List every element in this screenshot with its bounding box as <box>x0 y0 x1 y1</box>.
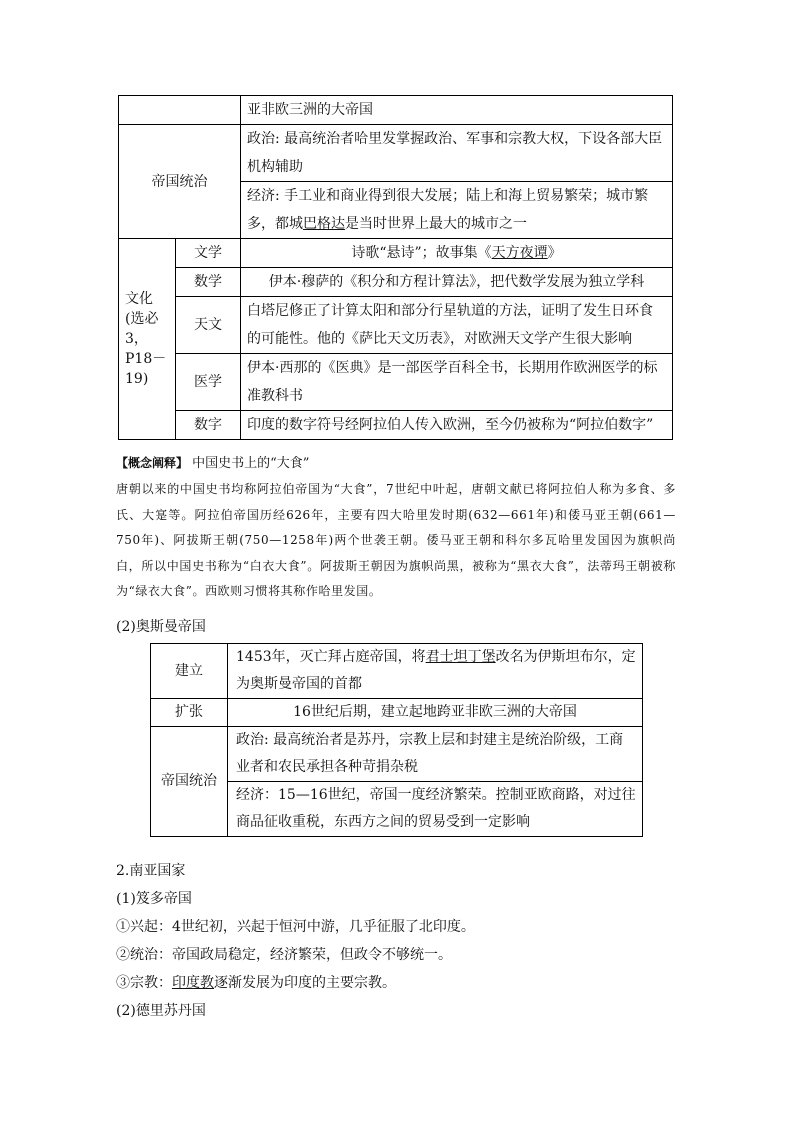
concept-tag: 【概念阐释】 <box>116 456 189 470</box>
row-label: 帝国统治 <box>151 727 228 837</box>
ottoman-empire-table <box>150 643 643 837</box>
row-label-culture: 文化(选必 3，P18－19) <box>119 239 176 440</box>
text: 逐渐发展为印度的主要宗教。 <box>214 975 396 991</box>
table-cell-politics: 政治: 最高统治者是苏丹，宗教上层和封建主是统治阶级，工商业者和农民承担各种苛捐杂税 <box>228 727 643 782</box>
table-cell-empty <box>119 96 241 125</box>
underlined-term: 君士坦丁堡 <box>425 649 496 665</box>
section-heading-ottoman: (2)奥斯曼帝国 <box>116 619 206 635</box>
table-cell: 伊本·穆萨的《积分和方程计算法》，把代数学发展为独立学科 <box>241 268 673 297</box>
text: 诗歌“悬诗”；故事集《 <box>351 245 492 261</box>
row-label-rule: 帝国统治 <box>119 125 241 239</box>
underlined-term: 天方夜谭 <box>491 245 548 261</box>
text: 经济: 手工业和商业得到很大发展；陆上和海上贸易繁荣；城市繁多，都城 <box>247 188 649 232</box>
text: 》 <box>547 245 562 261</box>
concept-heading: 中国史书上的“大食” <box>192 456 310 471</box>
text: 是当时世界上最大的城市之一 <box>345 216 527 232</box>
table-cell <box>241 239 673 268</box>
table-cell: 印度的数字符号经阿拉伯人传入欧洲，至今仍被称为“阿拉伯数字” <box>241 411 673 440</box>
row-label: 建立 <box>151 644 228 699</box>
concept-body: 唐朝以来的中国史书均称阿拉伯帝国为“大食”，7世纪中叶起，唐朝文献已将阿拉伯人称为多食、多氏、大寔等。阿拉伯帝国历经626年，主要有四大哈里发时期(632—661年)和倭马亚王朝(661—750年)、阿拔斯王朝(750—1258年)两个世袭王朝。倭马亚王朝和科尔多瓦哈里发国因为旗帜尚白，所以中国史书称为“白衣大食”。阿拔斯王朝因为旗帜尚黑，被称为“黑衣大食”，法蒂玛王朝被称为“绿衣大食”。西欧则习惯将其称作哈里发国。 <box>116 482 676 598</box>
underlined-term: 印度教 <box>172 975 214 991</box>
table-cell-economy: 经济：15—16世纪，帝国一度经济繁荣。控制亚欧商路，对过往商品征收重税，东西方之间的贸易受到一定影响 <box>228 782 643 837</box>
list-item-religion <box>116 972 396 994</box>
subheading-gupta: (1)笈多帝国 <box>116 891 192 907</box>
table-cell: 白塔尼修正了计算太阳和部分行星轨道的方法，证明了发生日环食的可能性。他的《萨比天文历表》，对欧洲天文学产生很大影响 <box>241 297 673 354</box>
row-label: 扩张 <box>151 699 228 727</box>
field-label: 数学 <box>176 268 241 297</box>
arab-empire-table <box>118 95 673 440</box>
field-label: 数字 <box>176 411 241 440</box>
text: 改名为伊斯坦布尔，定为奥斯曼帝国的首都 <box>236 649 636 692</box>
table-cell: 16世纪后期，建立起地跨亚非欧三洲的大帝国 <box>228 699 643 727</box>
text: 1453年，灭亡拜占庭帝国，将 <box>236 649 426 665</box>
text: ③宗教： <box>116 975 172 991</box>
underlined-term: 巴格达 <box>303 216 345 232</box>
concept-title <box>116 452 676 475</box>
table-cell: 伊本·西那的《医典》是一部医学百科全书，长期用作欧洲医学的标准教科书 <box>241 354 673 411</box>
concept-box <box>116 452 676 605</box>
subheading-delhi: (2)德里苏丹国 <box>116 1003 206 1019</box>
field-label: 医学 <box>176 354 241 411</box>
table-cell-politics: 政治: 最高统治者哈里发掌握政治、军事和宗教大权，下设各部大臣机构辅助 <box>241 125 673 182</box>
table-cell-economy <box>241 182 673 239</box>
list-item-rule: ②统治：帝国政局稳定，经济繁荣，但政令不够统一。 <box>116 947 452 963</box>
field-label: 天文 <box>176 297 241 354</box>
table-cell <box>228 644 643 699</box>
list-item-rise: ①兴起：4世纪初，兴起于恒河中游，几乎征服了北印度。 <box>116 919 475 935</box>
section-heading-south-asia: 2.南亚国家 <box>116 863 186 879</box>
table-cell: 亚非欧三洲的大帝国 <box>241 96 673 125</box>
field-label: 文学 <box>176 239 241 268</box>
